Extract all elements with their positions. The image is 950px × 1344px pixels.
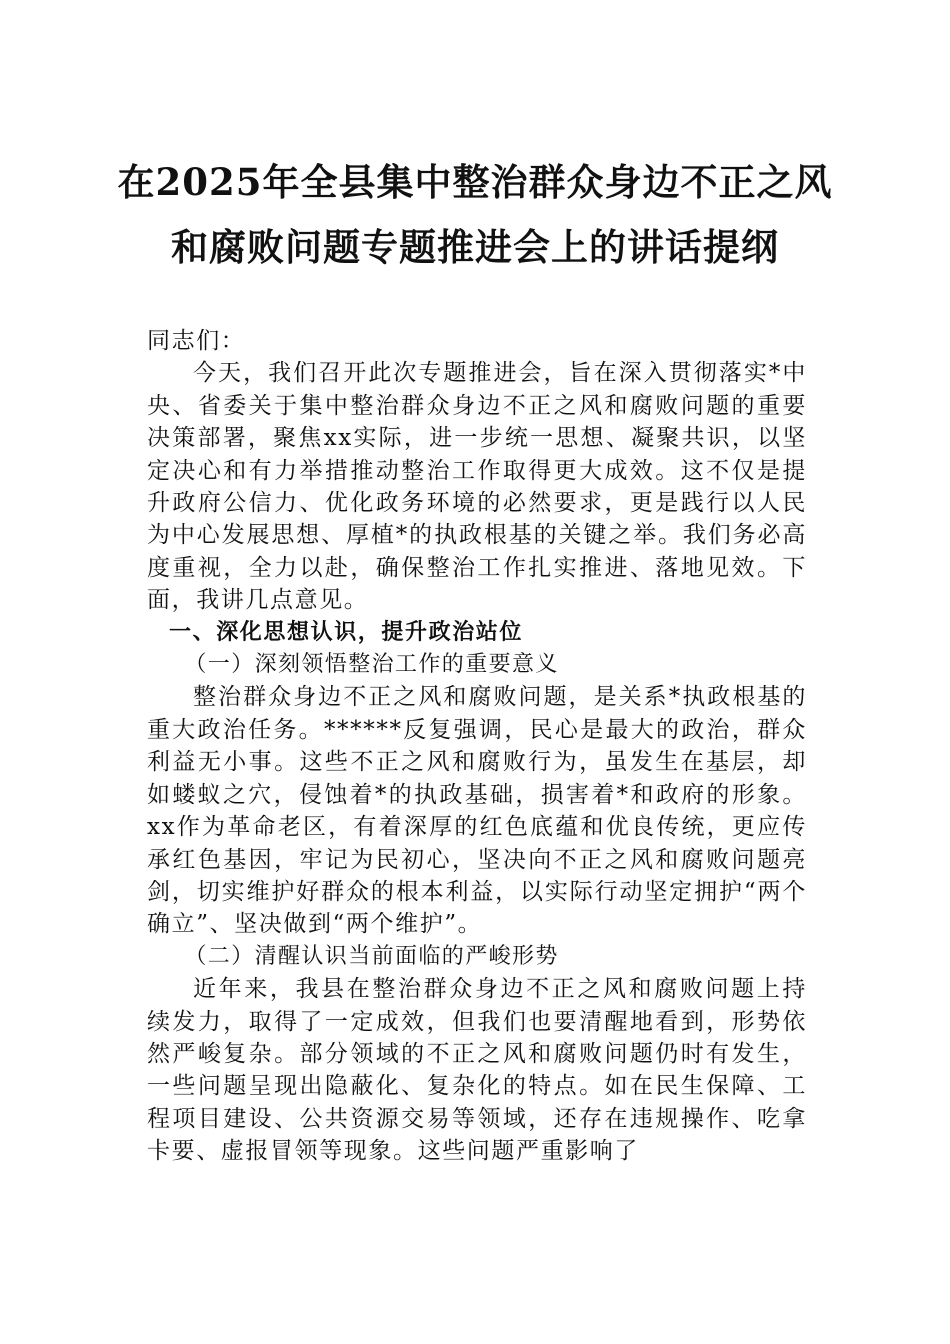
- document-body: [147, 325, 807, 1168]
- document-title-line-1: 在2025年全县集中整治群众身边不正之风: [117, 160, 833, 204]
- subsection-1-paragraph: 整治群众身边不正之风和腐败问题，是关系*执政根基的重大政治任务。******反复强调，民心是最大的政治，群众利益无小事。这些不正之风和腐败行为，虽发生在基层，却如蝼蚁之穴，侵蚀着*的执政基础，损害着*和政府的形象。xx作为革命老区，有着深厚的红色底蕴和优良传统，更应传承红色基因，牢记为民初心，坚决向不正之风和腐败问题亮剑，切实维护好群众的根本利益，以实际行动坚定拥护“两个确立”、坚决做到“两个维护”。: [147, 684, 807, 938]
- subsection-2-heading: （二）清醒认识当前面临的严峻形势: [184, 943, 559, 969]
- intro-paragraph: 今天，我们召开此次专题推进会，旨在深入贯彻落实*中央、省委关于集中整治群众身边不正之风和腐败问题的重要决策部署，聚焦xx实际，进一步统一思想、凝聚共识，以坚定决心和有力举措推动整治工作取得更大成效。这不仅是提升政府公信力、优化政务环境的必然要求，更是践行以人民为中心发展思想、厚植*的执政根基的关键之举。我们务必高度重视，全力以赴，确保整治工作扎实推进、落地见效。下面，我讲几点意见。: [147, 360, 807, 614]
- salutation: 同志们：: [147, 328, 246, 354]
- section-1-heading: 一、深化思想认识，提升政治站位: [169, 619, 524, 645]
- document-title-line-2: 和腐败问题专题推进会上的讲话提纲: [171, 225, 779, 269]
- subsection-1-heading: （一）深刻领悟整治工作的重要意义: [184, 652, 559, 678]
- subsection-2-paragraph: 近年来，我县在整治群众身边不正之风和腐败问题上持续发力，取得了一定成效，但我们也要清醒地看到，形势依然严峻复杂。部分领域的不正之风和腐败问题仍时有发生，一些问题呈现出隐蔽化、复杂化的特点。如在民生保障、工程项目建设、公共资源交易等领域，还存在违规操作、吃拿卡要、虚报冒领等现象。这些问题严重影响了: [147, 976, 807, 1165]
